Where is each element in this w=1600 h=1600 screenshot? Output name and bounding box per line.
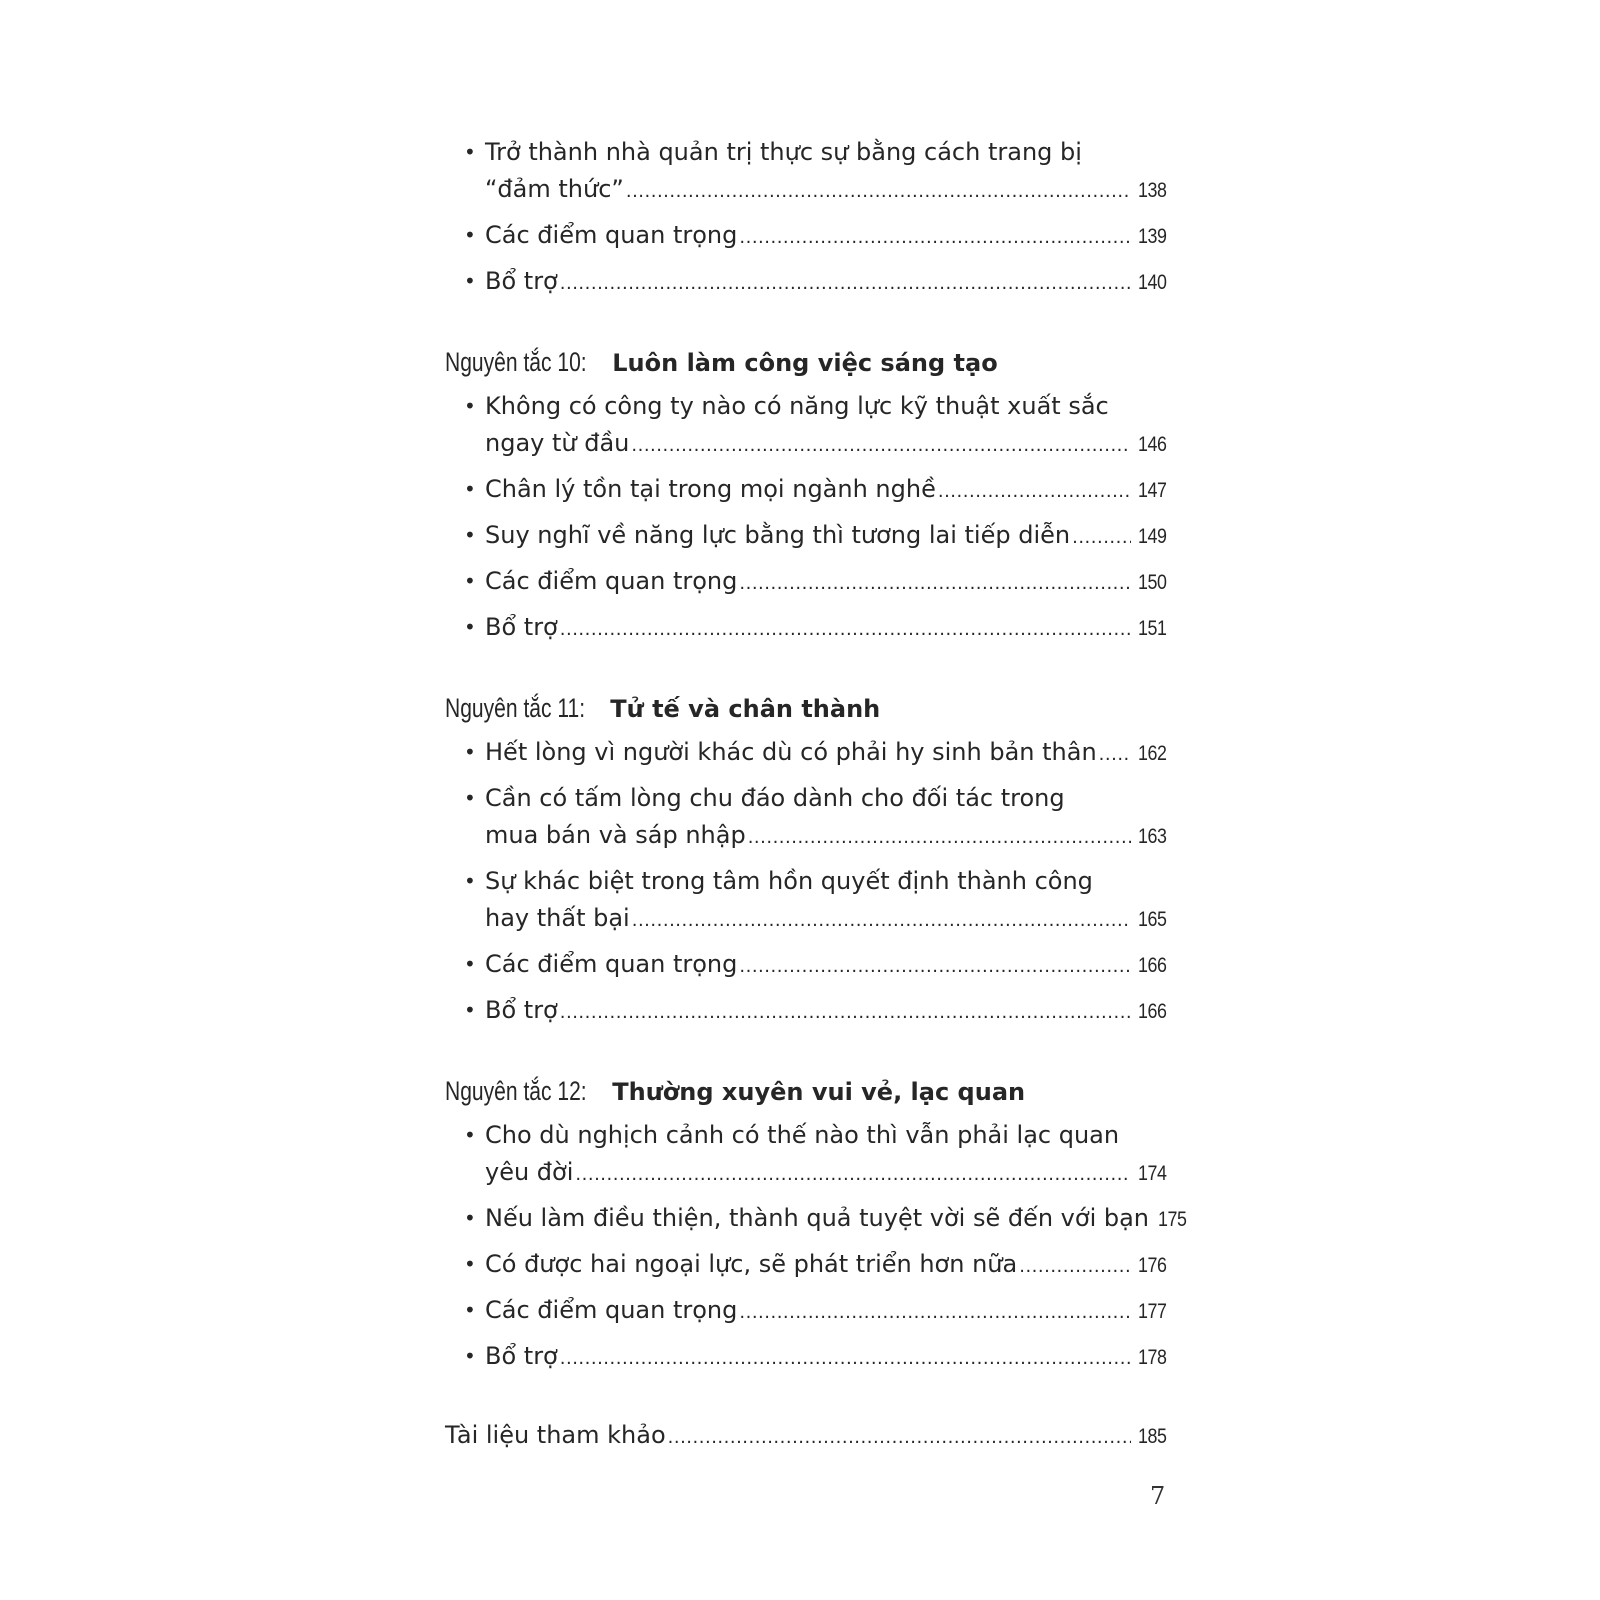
entry-page: 147: [1138, 479, 1167, 502]
toc-entry: [445, 263, 1167, 302]
toc-entry: [445, 1338, 1167, 1377]
bullet-icon: •: [464, 740, 476, 764]
toc-section: [445, 688, 1167, 1031]
toc-entry: [445, 992, 1167, 1031]
section-title: Thường xuyên vui vẻ, lạc quan: [612, 1078, 1026, 1106]
bullet-icon: •: [464, 615, 476, 639]
toc-entry: [445, 517, 1167, 556]
toc-entry: [445, 471, 1167, 510]
dot-leader: [1072, 519, 1131, 556]
references-page: 185: [1138, 1425, 1167, 1448]
entry-title: Bổ trợ: [485, 267, 558, 295]
section-label: Nguyên tắc 10:: [445, 347, 587, 377]
toc-section: [445, 342, 1167, 648]
entry-title: Các điểm quan trọng: [485, 950, 738, 978]
dot-leader: [739, 948, 1131, 985]
entry-title: Các điểm quan trọng: [485, 1296, 738, 1324]
entry-page: 150: [1138, 571, 1167, 594]
entry-page: 162: [1138, 742, 1167, 765]
bullet-icon: •: [464, 477, 476, 501]
entry-page: 166: [1138, 1000, 1167, 1023]
dot-leader: [560, 611, 1132, 648]
toc-entry: [445, 134, 1167, 210]
entry-title: Trở thành nhà quản trị thực sự bằng cách trang bị: [485, 138, 1082, 166]
entry-title: Các điểm quan trọng: [485, 567, 738, 595]
toc-entry: [445, 1292, 1167, 1331]
bullet-icon: •: [464, 1206, 476, 1230]
entry-title: Bổ trợ: [485, 996, 558, 1024]
intro-entries: [445, 134, 1167, 302]
toc-entry: [445, 1246, 1167, 1285]
entry-title: Các điểm quan trọng: [485, 221, 738, 249]
toc-entry: [445, 780, 1167, 856]
section-heading: [445, 1071, 1167, 1112]
section-label: Nguyên tắc 12:: [445, 1076, 587, 1106]
section-title: Tử tế và chân thành: [610, 695, 881, 723]
table-of-contents: [445, 134, 1187, 1456]
section-label: Nguyên tắc 11:: [445, 693, 586, 723]
toc-entry: [445, 609, 1167, 648]
bullet-icon: •: [464, 223, 476, 247]
references-entry: [445, 1417, 1167, 1456]
bullet-icon: •: [464, 523, 476, 547]
toc-entry: [445, 946, 1167, 985]
entry-page: 178: [1138, 1346, 1167, 1369]
dot-leader: [560, 1340, 1132, 1377]
section-heading: [445, 688, 1167, 729]
dot-leader: [626, 173, 1132, 210]
entry-title: Suy nghĩ về năng lực bằng thì tương lai tiếp diễn: [485, 521, 1071, 549]
entry-title: yêu đời: [485, 1158, 574, 1186]
toc-entry: [445, 734, 1167, 773]
bullet-icon: •: [464, 952, 476, 976]
bullet-icon: •: [464, 998, 476, 1022]
toc-entry: [445, 863, 1167, 939]
page-number: 7: [1150, 1482, 1166, 1510]
dot-leader: [631, 427, 1131, 464]
bullet-icon: •: [464, 394, 476, 418]
entry-title: ngay từ đầu: [485, 429, 630, 457]
entry-title: hay thất bại: [485, 904, 630, 932]
bullet-icon: •: [464, 269, 476, 293]
entry-title: Chân lý tồn tại trong mọi ngành nghề: [485, 475, 936, 503]
entry-title: mua bán và sáp nhập: [485, 821, 746, 849]
entry-title: Sự khác biệt trong tâm hồn quyết định thành công: [485, 867, 1093, 895]
entry-page: 175: [1158, 1208, 1187, 1231]
bullet-icon: •: [464, 1123, 476, 1147]
entry-page: 146: [1138, 433, 1167, 456]
entry-title: Nếu làm điều thiện, thành quả tuyệt vời sẽ đến với bạn: [485, 1204, 1150, 1232]
entry-title: Có được hai ngoại lực, sẽ phát triển hơn nữa: [485, 1250, 1018, 1278]
entry-page: 165: [1138, 908, 1167, 931]
dot-leader: [668, 1419, 1132, 1456]
section-title: Luôn làm công việc sáng tạo: [612, 349, 998, 377]
entry-title: “đảm thức”: [485, 175, 624, 203]
dot-leader: [1019, 1248, 1131, 1285]
toc-section: [445, 1071, 1187, 1377]
toc-entry: [445, 217, 1167, 256]
dot-leader: [560, 994, 1132, 1031]
dot-leader: [938, 473, 1132, 510]
entry-page: 140: [1138, 271, 1167, 294]
entry-page: 149: [1138, 525, 1167, 548]
entry-page: 139: [1138, 225, 1167, 248]
entry-title: Cần có tấm lòng chu đáo dành cho đối tác trong: [485, 784, 1065, 812]
bullet-icon: •: [464, 569, 476, 593]
dot-leader: [1099, 736, 1132, 773]
entry-page: 138: [1138, 179, 1167, 202]
bullet-icon: •: [464, 140, 476, 164]
bullet-icon: •: [464, 869, 476, 893]
bullet-icon: •: [464, 1298, 476, 1322]
entry-page: 174: [1138, 1162, 1167, 1185]
bullet-icon: •: [464, 1252, 476, 1276]
entry-page: 177: [1138, 1300, 1167, 1323]
toc-sections: [445, 342, 1187, 1377]
section-heading: [445, 342, 1167, 383]
entry-page: 176: [1138, 1254, 1167, 1277]
dot-leader: [632, 902, 1132, 939]
entry-title: Bổ trợ: [485, 613, 558, 641]
entry-page: 163: [1138, 825, 1167, 848]
entry-title: Bổ trợ: [485, 1342, 558, 1370]
bullet-icon: •: [464, 1344, 476, 1368]
bullet-icon: •: [464, 786, 476, 810]
entry-title: Không có công ty nào có năng lực kỹ thuật xuất sắc: [485, 392, 1109, 420]
dot-leader: [575, 1156, 1131, 1193]
toc-entry: [445, 563, 1167, 602]
entry-page: 166: [1138, 954, 1167, 977]
dot-leader: [739, 219, 1131, 256]
toc-entry: [445, 1117, 1167, 1193]
dot-leader: [748, 819, 1132, 856]
references-label: Tài liệu tham khảo: [445, 1421, 666, 1449]
entry-page: 151: [1138, 617, 1167, 640]
entry-title: Hết lòng vì người khác dù có phải hy sinh bản thân: [485, 738, 1097, 766]
dot-leader: [739, 565, 1131, 602]
dot-leader: [739, 1294, 1131, 1331]
dot-leader: [560, 265, 1132, 302]
toc-entry: [445, 388, 1167, 464]
toc-entry: [445, 1200, 1187, 1239]
entry-title: Cho dù nghịch cảnh có thế nào thì vẫn phải lạc quan: [485, 1121, 1120, 1149]
